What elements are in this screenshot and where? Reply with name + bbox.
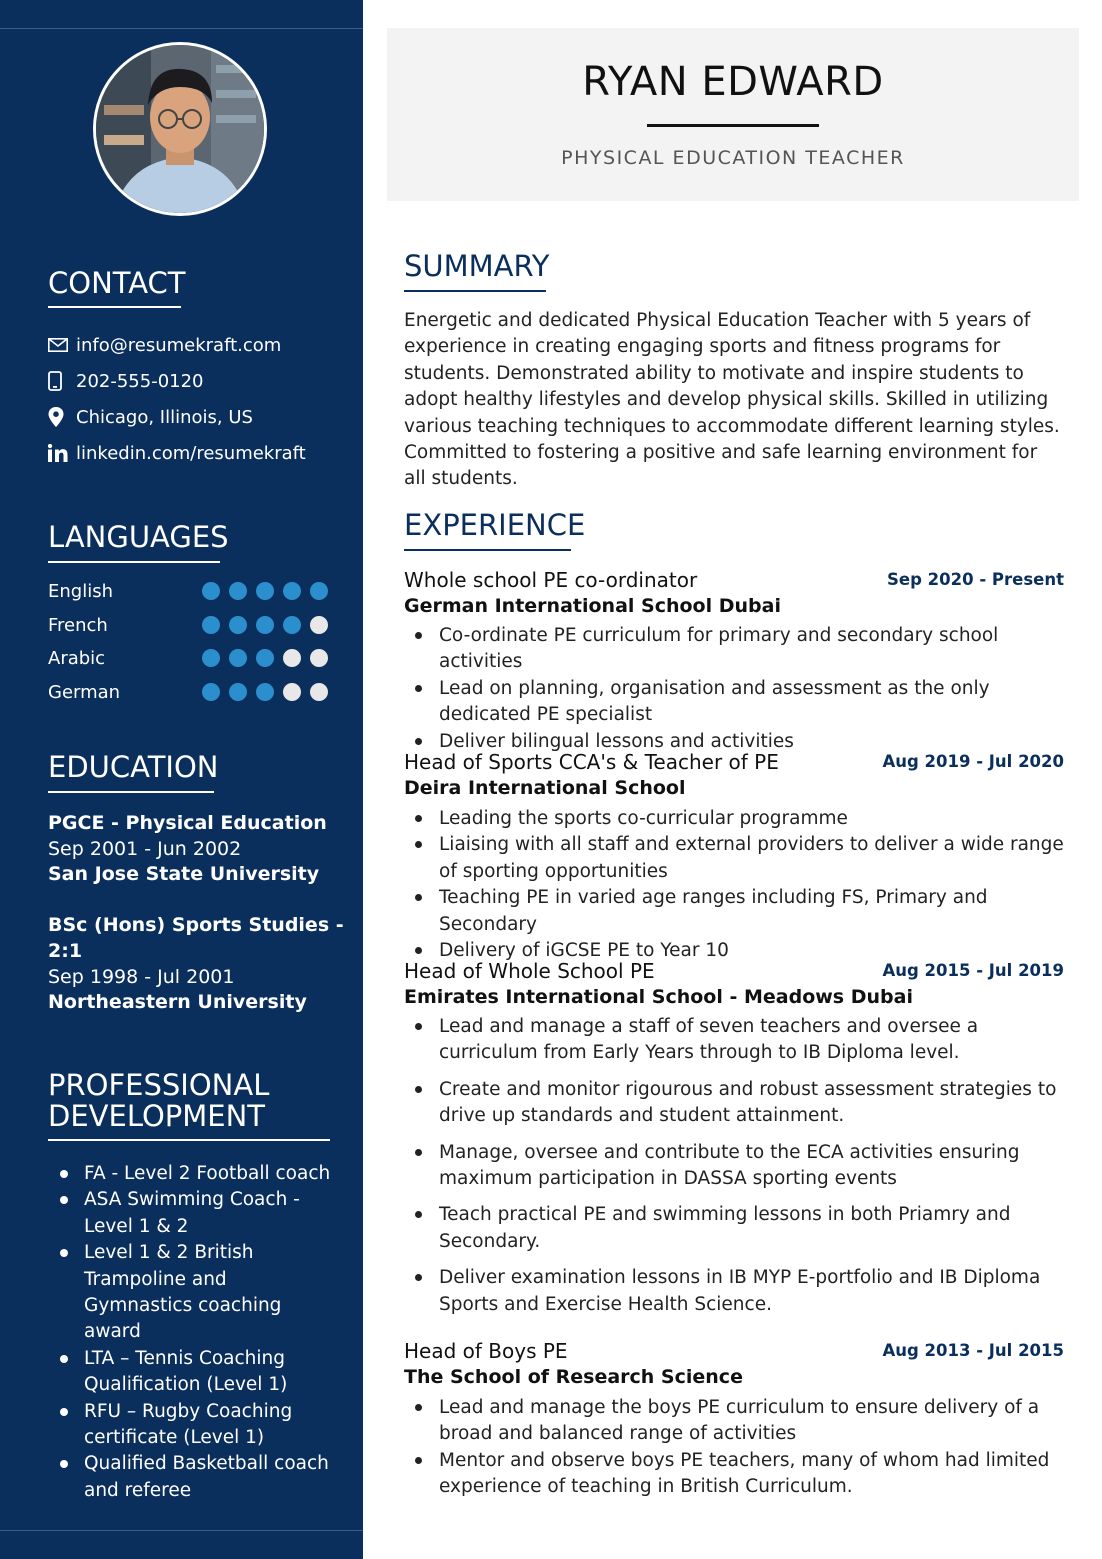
job-3-duties bbox=[404, 1014, 1069, 1328]
job-1-title: Whole school PE co-ordinator bbox=[404, 568, 698, 592]
proficiency-dot-filled bbox=[256, 616, 274, 634]
list-item: ASA Swimming Coach - Level 1 & 2 bbox=[48, 1187, 338, 1240]
sidebar-divider-bottom bbox=[0, 1530, 363, 1531]
list-item: Lead and manage the boys PE curriculum to ensure delivery of a broad and balanced range of activities bbox=[404, 1395, 1069, 1448]
contact-location bbox=[48, 404, 253, 430]
list-item: Co-ordinate PE curriculum for primary and secondary school activities bbox=[404, 623, 1069, 676]
proficiency-dot-empty bbox=[310, 683, 328, 701]
proficiency-dot-filled bbox=[202, 649, 220, 667]
proficiency-dot-filled bbox=[256, 649, 274, 667]
job-4-title: Head of Boys PE bbox=[404, 1339, 568, 1363]
proficiency-dot-empty bbox=[283, 649, 301, 667]
education-1-dates: Sep 2001 - Jun 2002 bbox=[48, 838, 242, 860]
language-proficiency-dots bbox=[202, 683, 328, 701]
sidebar bbox=[0, 0, 363, 1559]
contact-location-text: Chicago, Illinois, US bbox=[76, 406, 253, 428]
proficiency-dot-filled bbox=[229, 582, 247, 600]
job-1-dates: Sep 2020 - Present bbox=[887, 570, 1064, 589]
summary-heading-underline bbox=[404, 290, 546, 292]
candidate-job-title: PHYSICAL EDUCATION TEACHER bbox=[561, 147, 905, 169]
languages-heading: LANGUAGES bbox=[48, 520, 229, 554]
proficiency-dot-filled bbox=[202, 582, 220, 600]
job-3-dates: Aug 2015 - Jul 2019 bbox=[882, 961, 1064, 980]
job-4-dates: Aug 2013 - Jul 2015 bbox=[882, 1341, 1064, 1360]
education-heading-underline bbox=[48, 791, 214, 793]
proficiency-dot-filled bbox=[202, 683, 220, 701]
professional-development-list bbox=[48, 1161, 338, 1504]
job-2-organization: Deira International School bbox=[404, 777, 686, 799]
list-item: Liaising with all staff and external providers to deliver a wide range of sporting opportunities bbox=[404, 832, 1069, 885]
language-row bbox=[48, 613, 328, 637]
job-4-duties bbox=[404, 1395, 1069, 1501]
list-item: Teaching PE in varied age ranges including FS, Primary and Secondary bbox=[404, 885, 1069, 938]
contact-email[interactable] bbox=[48, 332, 281, 358]
envelope-icon bbox=[48, 338, 76, 352]
education-2-degree: BSc (Hons) Sports Studies - bbox=[48, 914, 344, 936]
sidebar-divider-top bbox=[0, 28, 363, 29]
contact-phone-text: 202-555-0120 bbox=[76, 370, 204, 392]
education-1-degree: PGCE - Physical Education bbox=[48, 812, 327, 834]
list-item: Level 1 & 2 British Trampoline and Gymnastics coaching award bbox=[48, 1240, 338, 1346]
proficiency-dot-filled bbox=[229, 683, 247, 701]
job-3-organization: Emirates International School - Meadows Dubai bbox=[404, 986, 913, 1008]
language-row bbox=[48, 680, 328, 704]
proficiency-dot-empty bbox=[310, 649, 328, 667]
list-item: Lead and manage a staff of seven teachers and oversee a curriculum from Early Years through to IB Diploma level. bbox=[404, 1014, 1069, 1067]
list-item: Mentor and observe boys PE teachers, many of whom had limited experience of teaching in British Curriculum. bbox=[404, 1448, 1069, 1501]
list-item: Leading the sports co-curricular programme bbox=[404, 806, 1069, 832]
language-proficiency-dots bbox=[202, 649, 328, 667]
job-3-title: Head of Whole School PE bbox=[404, 959, 655, 983]
job-4-organization: The School of Research Science bbox=[404, 1366, 743, 1388]
profile-photo bbox=[93, 42, 267, 216]
experience-heading: EXPERIENCE bbox=[404, 508, 586, 542]
professional-development-heading-cont: DEVELOPMENT bbox=[48, 1099, 266, 1133]
education-2-school: Northeastern University bbox=[48, 991, 307, 1013]
profile-photo-image bbox=[96, 45, 264, 213]
education-2-degree-cont: 2:1 bbox=[48, 940, 83, 962]
proficiency-dot-filled bbox=[202, 616, 220, 634]
proficiency-dot-empty bbox=[283, 683, 301, 701]
list-item: RFU – Rugby Coaching certificate (Level 1) bbox=[48, 1399, 338, 1452]
professional-development-heading: PROFESSIONAL bbox=[48, 1068, 270, 1102]
name-underline bbox=[647, 124, 819, 127]
job-1-duties bbox=[404, 623, 1069, 755]
map-pin-icon bbox=[48, 407, 76, 427]
list-item: Lead on planning, organisation and assessment as the only dedicated PE specialist bbox=[404, 676, 1069, 729]
proficiency-dot-filled bbox=[229, 649, 247, 667]
contact-phone[interactable] bbox=[48, 368, 204, 394]
proficiency-dot-filled bbox=[229, 616, 247, 634]
job-2-title: Head of Sports CCA's & Teacher of PE bbox=[404, 750, 779, 774]
contact-linkedin-text: linkedin.com/resumekraft bbox=[76, 442, 306, 464]
mobile-phone-icon bbox=[48, 371, 76, 391]
contact-email-text: info@resumekraft.com bbox=[76, 334, 282, 356]
list-item: Manage, oversee and contribute to the ECA activities ensuring maximum participation in DASSA sporting events bbox=[404, 1140, 1069, 1193]
education-heading: EDUCATION bbox=[48, 750, 219, 784]
summary-heading: SUMMARY bbox=[404, 249, 550, 283]
proficiency-dot-filled bbox=[256, 683, 274, 701]
language-name: English bbox=[48, 580, 113, 602]
contact-linkedin[interactable] bbox=[48, 440, 306, 466]
candidate-name: RYAN EDWARD bbox=[582, 59, 884, 105]
list-item: Deliver bilingual lessons and activities bbox=[404, 729, 1069, 755]
job-2-dates: Aug 2019 - Jul 2020 bbox=[882, 752, 1064, 771]
resume-header bbox=[387, 28, 1079, 201]
list-item: LTA – Tennis Coaching Qualification (Level 1) bbox=[48, 1346, 338, 1399]
language-proficiency-dots bbox=[202, 582, 328, 600]
list-item: Deliver examination lessons in IB MYP E-portfolio and IB Diploma Sports and Exercise Health Science. bbox=[404, 1265, 1069, 1318]
summary-text: Energetic and dedicated Physical Education Teacher with 5 years of experience in creating engaging sports and fitness programs for students. Demonstrated ability to motivate and inspire students to adopt healthy lifestyles and develop physical skills. Skilled in utilizing various teaching techniques to accommodate different learning styles. Committed to fostering a positive and safe learning environment for all students. bbox=[404, 310, 1060, 490]
language-row bbox=[48, 646, 328, 670]
list-item: Delivery of iGCSE PE to Year 10 bbox=[404, 938, 1069, 964]
list-item: Teach practical PE and swimming lessons in both Priamry and Secondary. bbox=[404, 1202, 1069, 1255]
job-2-duties bbox=[404, 806, 1069, 964]
languages-heading-underline bbox=[48, 561, 220, 563]
proficiency-dot-filled bbox=[310, 582, 328, 600]
education-1-school: San Jose State University bbox=[48, 863, 320, 885]
language-name: French bbox=[48, 614, 108, 636]
proficiency-dot-filled bbox=[256, 582, 274, 600]
proficiency-dot-filled bbox=[283, 582, 301, 600]
contact-heading-underline bbox=[48, 306, 181, 308]
list-item: Qualified Basketball coach and referee bbox=[48, 1451, 338, 1504]
list-item: FA - Level 2 Football coach bbox=[48, 1161, 338, 1187]
list-item: Create and monitor rigourous and robust assessment strategies to drive up standards and student attainment. bbox=[404, 1077, 1069, 1130]
language-row bbox=[48, 579, 328, 603]
language-proficiency-dots bbox=[202, 616, 328, 634]
linkedin-icon bbox=[48, 444, 76, 462]
experience-heading-underline bbox=[404, 549, 571, 551]
education-2-dates: Sep 1998 - Jul 2001 bbox=[48, 966, 235, 988]
proficiency-dot-empty bbox=[310, 616, 328, 634]
professional-development-heading-underline bbox=[48, 1139, 330, 1141]
language-name: German bbox=[48, 681, 121, 703]
language-name: Arabic bbox=[48, 647, 106, 669]
proficiency-dot-filled bbox=[283, 616, 301, 634]
job-1-organization: German International School Dubai bbox=[404, 595, 781, 617]
contact-heading: CONTACT bbox=[48, 266, 186, 300]
